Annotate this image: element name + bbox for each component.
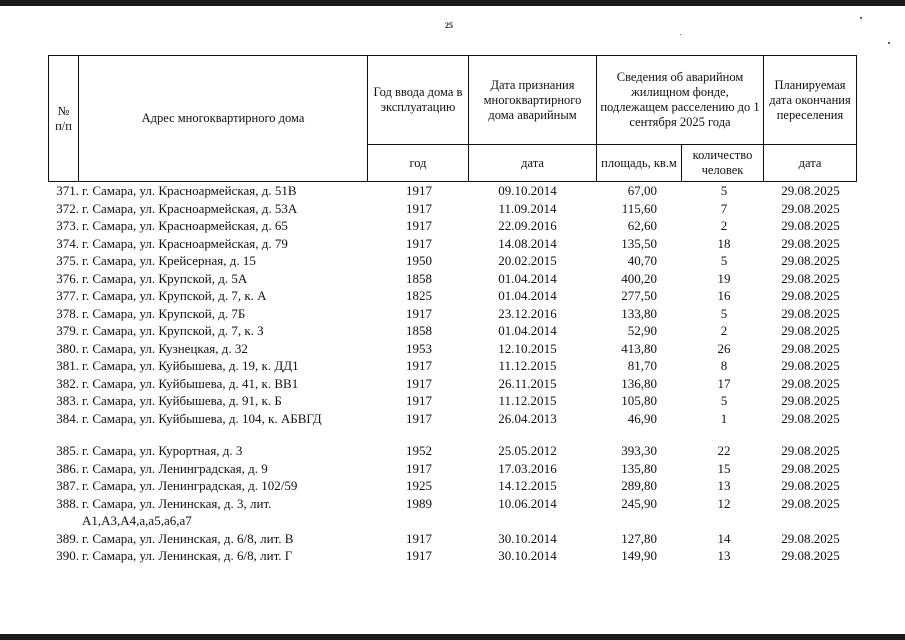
cell-year: 1917 xyxy=(406,218,432,233)
cell-address: г. Самара, ул. Красноармейская, д. 65 xyxy=(82,218,288,233)
cell-num: 379. xyxy=(56,323,79,338)
cell-date: 11.12.2015 xyxy=(498,393,557,408)
cell-num: 389. xyxy=(56,530,79,546)
cell-end: 29.08.2025 xyxy=(781,200,840,216)
cell-year: 1952 xyxy=(406,443,432,458)
header-date: Дата признания многоквартирного дома аварийным xyxy=(469,56,597,145)
header-num: № п/п xyxy=(49,56,79,182)
scan-speck xyxy=(680,34,681,35)
cell-count: 12 xyxy=(717,495,731,511)
table-row xyxy=(48,392,856,410)
cell-end: 29.08.2025 xyxy=(781,495,840,511)
cell-area: 52,90 xyxy=(627,323,657,338)
cell-count: 22 xyxy=(717,443,731,458)
cell-num: 371. xyxy=(56,183,79,198)
cell-year: 1953 xyxy=(406,340,432,356)
cell-year: 1917 xyxy=(406,200,432,216)
cell-year: 1917 xyxy=(406,235,432,251)
cell-area: 393,30 xyxy=(621,443,657,458)
cell-date: 01.04.2014 xyxy=(498,288,557,303)
cell-address: г. Самара, ул. Крупской, д. 7, к. А xyxy=(82,288,267,303)
table-row xyxy=(48,235,856,253)
cell-area: 149,90 xyxy=(621,548,657,563)
table-row xyxy=(48,217,856,235)
cell-end: 29.08.2025 xyxy=(781,375,840,391)
cell-num: 378. xyxy=(56,305,79,321)
cell-end: 29.08.2025 xyxy=(781,218,840,233)
cell-end: 29.08.2025 xyxy=(781,530,840,546)
subheader-area: площадь, кв.м xyxy=(597,145,682,182)
cell-num: 388. xyxy=(56,495,79,511)
cell-end: 29.08.2025 xyxy=(781,288,840,303)
subheader-year: год xyxy=(368,145,469,182)
cell-date: 01.04.2014 xyxy=(498,323,557,338)
cell-date: 26.11.2015 xyxy=(498,375,557,391)
cell-address: г. Самара, ул. Ленинская, д. 3, лит. А1,А3,А4,а,а5,а6,а7 xyxy=(82,495,272,528)
scan-speck xyxy=(888,42,890,44)
table-row xyxy=(48,270,856,288)
cell-date: 30.10.2014 xyxy=(498,548,557,563)
cell-count: 5 xyxy=(720,305,728,321)
cell-num: 390. xyxy=(56,548,79,563)
cell-date: 22.09.2016 xyxy=(498,218,557,233)
table-row xyxy=(48,495,856,530)
cell-area: 62,60 xyxy=(627,218,657,233)
cell-address: г. Самара, ул. Куйбышева, д. 41, к. ВВ1 xyxy=(82,375,299,391)
cell-address: г. Самара, ул. Красноармейская, д. 53А xyxy=(82,200,298,216)
cell-num: 380. xyxy=(56,340,79,356)
cell-num: 387. xyxy=(56,478,79,493)
cell-date: 01.04.2014 xyxy=(498,270,557,286)
cell-end: 29.08.2025 xyxy=(781,270,840,286)
cell-address: г. Самара, ул. Крупской, д. 7Б xyxy=(82,305,246,321)
cell-num: 376. xyxy=(56,270,79,286)
table-row xyxy=(48,322,856,340)
subheader-planned: дата xyxy=(764,145,857,182)
cell-year: 1917 xyxy=(406,460,432,476)
cell-count: 13 xyxy=(717,478,731,493)
cell-year: 1917 xyxy=(406,393,432,408)
cell-area: 40,70 xyxy=(627,253,657,268)
cell-address: г. Самара, ул. Крейсерная, д. 15 xyxy=(82,253,256,268)
cell-year: 1825 xyxy=(406,288,432,303)
cell-num: 382. xyxy=(56,375,79,391)
table-row xyxy=(48,460,856,478)
cell-year: 1917 xyxy=(406,548,432,563)
table-row xyxy=(48,200,856,218)
cell-year: 1950 xyxy=(406,253,432,268)
cell-count: 18 xyxy=(717,235,731,251)
cell-end: 29.08.2025 xyxy=(781,460,840,476)
cell-count: 17 xyxy=(717,375,731,391)
scan-bottom-edge xyxy=(0,634,905,640)
table-header xyxy=(48,55,857,182)
table-row xyxy=(48,547,856,565)
cell-area: 135,80 xyxy=(621,460,657,476)
cell-address: г. Самара, ул. Курортная, д. 3 xyxy=(82,443,243,458)
cell-count: 5 xyxy=(720,393,728,408)
cell-year: 1917 xyxy=(406,410,432,426)
cell-year: 1917 xyxy=(406,375,432,391)
row-gap xyxy=(48,427,856,442)
table-row xyxy=(48,375,856,393)
cell-date: 11.09.2014 xyxy=(498,200,557,216)
cell-area: 135,50 xyxy=(621,235,657,251)
cell-count: 19 xyxy=(717,270,731,286)
cell-address: г. Самара, ул. Ленинская, д. 6/8, лит. В xyxy=(82,530,294,546)
table-row xyxy=(48,357,856,375)
cell-date: 10.06.2014 xyxy=(498,495,557,511)
cell-count: 7 xyxy=(720,200,728,216)
cell-date: 20.02.2015 xyxy=(498,253,557,268)
cell-end: 29.08.2025 xyxy=(781,443,840,458)
cell-end: 29.08.2025 xyxy=(781,323,840,338)
cell-address: г. Самара, ул. Крупской, д. 7, к. З xyxy=(82,323,264,338)
cell-num: 374. xyxy=(56,235,79,251)
data-table xyxy=(48,182,856,565)
cell-year: 1989 xyxy=(406,495,432,511)
cell-count: 16 xyxy=(717,288,731,303)
cell-num: 381. xyxy=(56,358,79,373)
cell-date: 11.12.2015 xyxy=(498,358,557,373)
cell-end: 29.08.2025 xyxy=(781,548,840,563)
cell-area: 46,90 xyxy=(627,410,657,426)
cell-address: г. Самара, ул. Красноармейская, д. 79 xyxy=(82,235,288,251)
cell-area: 127,80 xyxy=(621,530,657,546)
cell-end: 29.08.2025 xyxy=(781,340,840,356)
subheader-count: количество человек xyxy=(682,145,764,182)
cell-date: 12.10.2015 xyxy=(498,340,557,356)
cell-count: 2 xyxy=(720,218,728,233)
cell-count: 5 xyxy=(720,183,728,198)
cell-num: 373. xyxy=(56,218,79,233)
table-row xyxy=(48,305,856,323)
cell-address: г. Самара, ул. Крупской, д. 5А xyxy=(82,270,248,286)
cell-area: 245,90 xyxy=(621,495,657,511)
cell-address: г. Самара, ул. Кузнецкая, д. 32 xyxy=(82,340,248,356)
table-row xyxy=(48,182,856,200)
header-address: Адрес многоквартирного дома xyxy=(79,56,368,182)
cell-count: 2 xyxy=(720,323,728,338)
cell-end: 29.08.2025 xyxy=(781,410,840,426)
cell-area: 67,00 xyxy=(627,183,657,198)
cell-area: 136,80 xyxy=(621,375,657,391)
cell-address: г. Самара, ул. Куйбышева, д. 104, к. АБВГД xyxy=(82,410,322,426)
table-row xyxy=(48,287,856,305)
cell-year: 1858 xyxy=(406,270,432,286)
cell-date: 26.04.2013 xyxy=(498,410,557,426)
cell-address: г. Самара, ул. Куйбышева, д. 19, к. ДД1 xyxy=(82,358,299,373)
cell-date: 09.10.2014 xyxy=(498,183,557,198)
cell-count: 26 xyxy=(717,340,731,356)
cell-num: 385. xyxy=(56,443,79,458)
cell-area: 133,80 xyxy=(621,305,657,321)
cell-area: 413,80 xyxy=(621,340,657,356)
cell-date: 14.08.2014 xyxy=(498,235,557,251)
cell-date: 17.03.2016 xyxy=(498,460,557,476)
table-row xyxy=(48,410,856,428)
cell-area: 105,80 xyxy=(621,393,657,408)
cell-count: 5 xyxy=(720,253,728,268)
cell-num: 386. xyxy=(56,460,79,476)
cell-date: 14.12.2015 xyxy=(498,478,557,493)
cell-year: 1858 xyxy=(406,323,432,338)
subheader-date: дата xyxy=(469,145,597,182)
table-row xyxy=(48,340,856,358)
cell-address: г. Самара, ул. Ленинградская, д. 9 xyxy=(82,460,268,476)
cell-count: 13 xyxy=(717,548,731,563)
scan-speck xyxy=(860,17,862,19)
cell-year: 1917 xyxy=(406,358,432,373)
cell-end: 29.08.2025 xyxy=(781,358,840,373)
cell-end: 29.08.2025 xyxy=(781,393,840,408)
table-row xyxy=(48,530,856,548)
cell-year: 1917 xyxy=(406,183,432,198)
cell-address: г. Самара, ул. Красноармейская, д. 51В xyxy=(82,183,297,198)
table-row xyxy=(48,477,856,495)
cell-num: 377. xyxy=(56,288,79,303)
cell-date: 30.10.2014 xyxy=(498,530,557,546)
cell-count: 8 xyxy=(720,358,728,373)
cell-count: 1 xyxy=(720,410,728,426)
cell-area: 81,70 xyxy=(627,358,657,373)
header-planned: Планируемая дата окончания переселения xyxy=(764,56,857,145)
header-info: Сведения об аварийном жилищном фонде, подлежащем расселению до 1 сентября 2025 года xyxy=(597,56,764,145)
cell-end: 29.08.2025 xyxy=(781,478,840,493)
cell-end: 29.08.2025 xyxy=(781,183,840,198)
cell-num: 375. xyxy=(56,253,79,268)
cell-num: 372. xyxy=(56,200,79,216)
cell-num: 384. xyxy=(56,410,79,426)
cell-count: 14 xyxy=(717,530,731,546)
page-number: 25 xyxy=(445,21,453,30)
cell-address: г. Самара, ул. Ленинградская, д. 102/59 xyxy=(82,478,298,493)
cell-area: 277,50 xyxy=(621,288,657,303)
cell-address: г. Самара, ул. Куйбышева, д. 91, к. Б xyxy=(82,393,282,408)
cell-end: 29.08.2025 xyxy=(781,305,840,321)
cell-date: 25.05.2012 xyxy=(498,443,557,458)
cell-area: 289,80 xyxy=(621,478,657,493)
header-year: Год ввода дома в эксплуатацию xyxy=(368,56,469,145)
cell-year: 1917 xyxy=(406,305,432,321)
cell-address: г. Самара, ул. Ленинская, д. 6/8, лит. Г xyxy=(82,548,293,563)
cell-end: 29.08.2025 xyxy=(781,235,840,251)
cell-year: 1917 xyxy=(406,530,432,546)
cell-year: 1925 xyxy=(406,478,432,493)
table-row xyxy=(48,442,856,460)
scan-top-edge xyxy=(0,0,905,6)
cell-end: 29.08.2025 xyxy=(781,253,840,268)
cell-date: 23.12.2016 xyxy=(498,305,557,321)
cell-count: 15 xyxy=(717,460,731,476)
cell-area: 115,60 xyxy=(621,200,657,216)
cell-num: 383. xyxy=(56,393,79,408)
table-row xyxy=(48,252,856,270)
cell-area: 400,20 xyxy=(621,270,657,286)
